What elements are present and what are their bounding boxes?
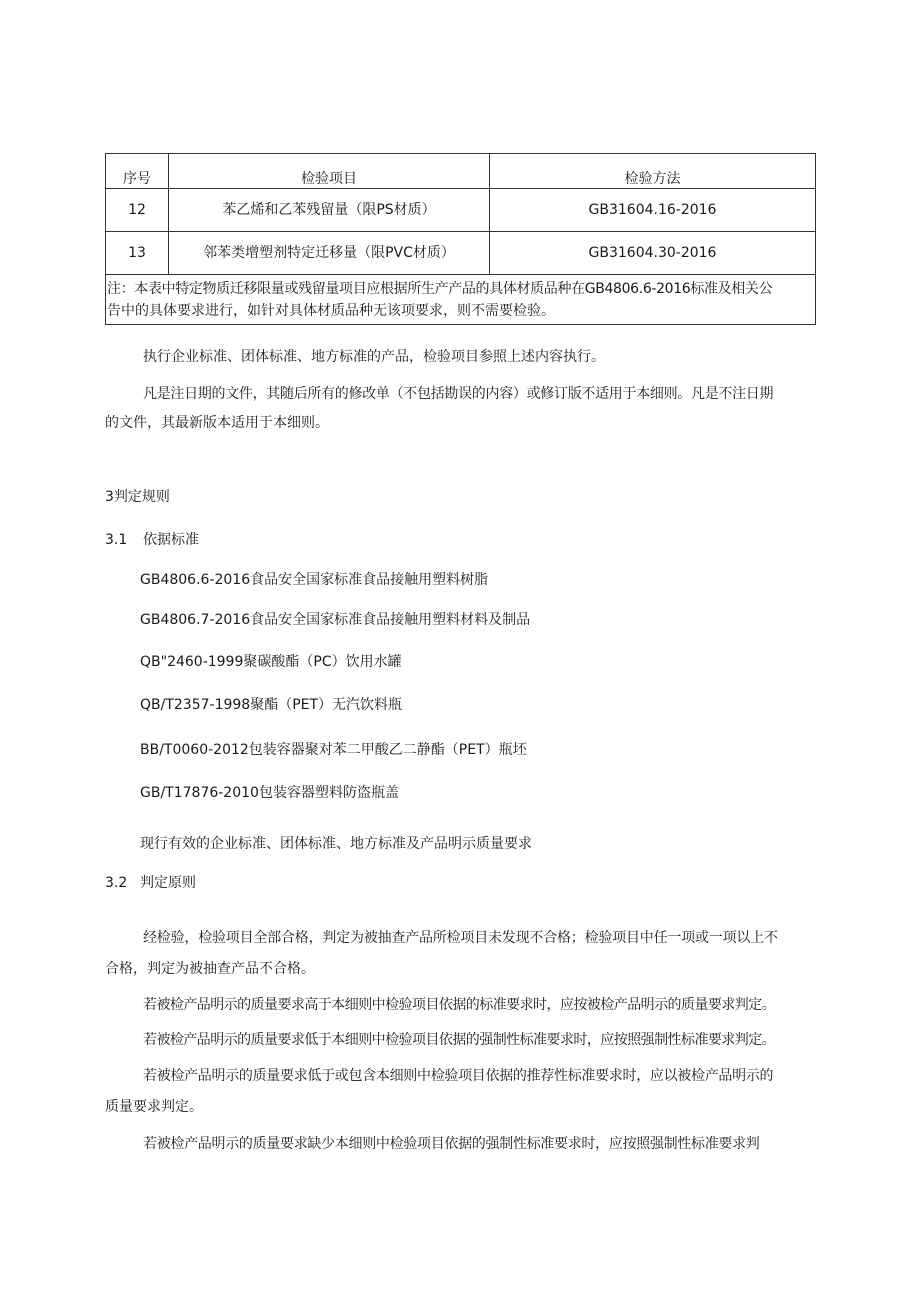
rule-1-line1: 经检验，检验项目全部合格，判定为被抽查产品所检项目未发现不合格；检验项目中任一项或一项以上不 xyxy=(143,930,778,946)
table-note-row xyxy=(106,275,816,325)
standards-tail: 现行有效的企业标准、团体标准、地方标准及产品明示质量要求 xyxy=(140,836,532,852)
section-3-2-number: 3.2 xyxy=(105,875,128,891)
section-3-1-title: 依据标准 xyxy=(143,532,199,548)
row-item: 苯乙烯和乙苯残留量（限PS材质） xyxy=(169,189,490,232)
header-no: 序号 xyxy=(106,154,169,189)
paragraph-scope: 执行企业标准、团体标准、地方标准的产品，检验项目参照上述内容执行。 xyxy=(143,349,605,365)
rule-5: 若被检产品明示的质量要求缺少本细则中检验项目依据的强制性标准要求时，应按照强制性标准要求判 xyxy=(143,1136,760,1152)
paragraph-dated-docs-line1: 凡是注日期的文件，其随后所有的修改单（不包括勘误的内容）或修订版不适用于本细则。凡是不注日期 xyxy=(143,386,774,402)
row-item: 邻苯类增塑剂特定迁移量（限PVC材质） xyxy=(169,232,490,275)
inspection-table xyxy=(105,153,816,325)
standard-item: GB4806.6-2016食品安全国家标准食品接触用塑料树脂 xyxy=(140,572,489,588)
standard-item: QB/T2357-1998聚酯（PET）无汽饮料瓶 xyxy=(140,697,403,713)
rule-4-line2: 质量要求判定。 xyxy=(105,1099,203,1115)
section-3-title: 3判定规则 xyxy=(105,489,170,505)
standard-item: GB/T17876-2010包装容器塑料防盗瓶盖 xyxy=(140,785,399,801)
table-note xyxy=(106,275,816,325)
section-3-1-number: 3.1 xyxy=(105,532,128,548)
row-no: 12 xyxy=(106,189,169,232)
rule-4-line1: 若被检产品明示的质量要求低于或包含本细则中检验项目依据的推荐性标准要求时，应以被检产品明示的 xyxy=(143,1068,774,1084)
table-header-row xyxy=(106,154,816,189)
section-3-2-title: 判定原则 xyxy=(140,875,196,891)
rule-1-line2: 合格，判定为被抽查产品不合格。 xyxy=(105,961,315,977)
rule-2: 若被检产品明示的质量要求高于本细则中检验项目依据的标准要求时，应按被检产品明示的质量要求判定。 xyxy=(143,997,776,1013)
standard-item: QB"2460-1999聚碳酸酯（PC）饮用水罐 xyxy=(140,654,402,670)
row-method: GB31604.16-2016 xyxy=(490,189,816,232)
row-no: 13 xyxy=(106,232,169,275)
note-line-2: 告中的具体要求进行，如针对具体材质品种无该项要求，则不需要检验。 xyxy=(107,303,555,319)
paragraph-dated-docs-line2: 的文件，其最新版本适用于本细则。 xyxy=(105,415,329,431)
table-row xyxy=(106,232,816,275)
standard-item: BB/T0060-2012包装容器聚对苯二甲酸乙二静酯（PET）瓶坯 xyxy=(140,742,527,758)
rule-3: 若被检产品明示的质量要求低于本细则中检验项目依据的强制性标准要求时，应按照强制性标准要求判定。 xyxy=(143,1032,776,1048)
row-method: GB31604.30-2016 xyxy=(490,232,816,275)
table-row xyxy=(106,189,816,232)
header-item: 检验项目 xyxy=(169,154,490,189)
note-line-1: 注：本表中特定物质迁移限量或残留量项目应根据所生产产品的具体材质品种在GB4806.6-2016标准及相关公 xyxy=(107,281,773,297)
header-method: 检验方法 xyxy=(490,154,816,189)
standard-item: GB4806.7-2016食品安全国家标准食品接触用塑料材料及制品 xyxy=(140,612,531,628)
